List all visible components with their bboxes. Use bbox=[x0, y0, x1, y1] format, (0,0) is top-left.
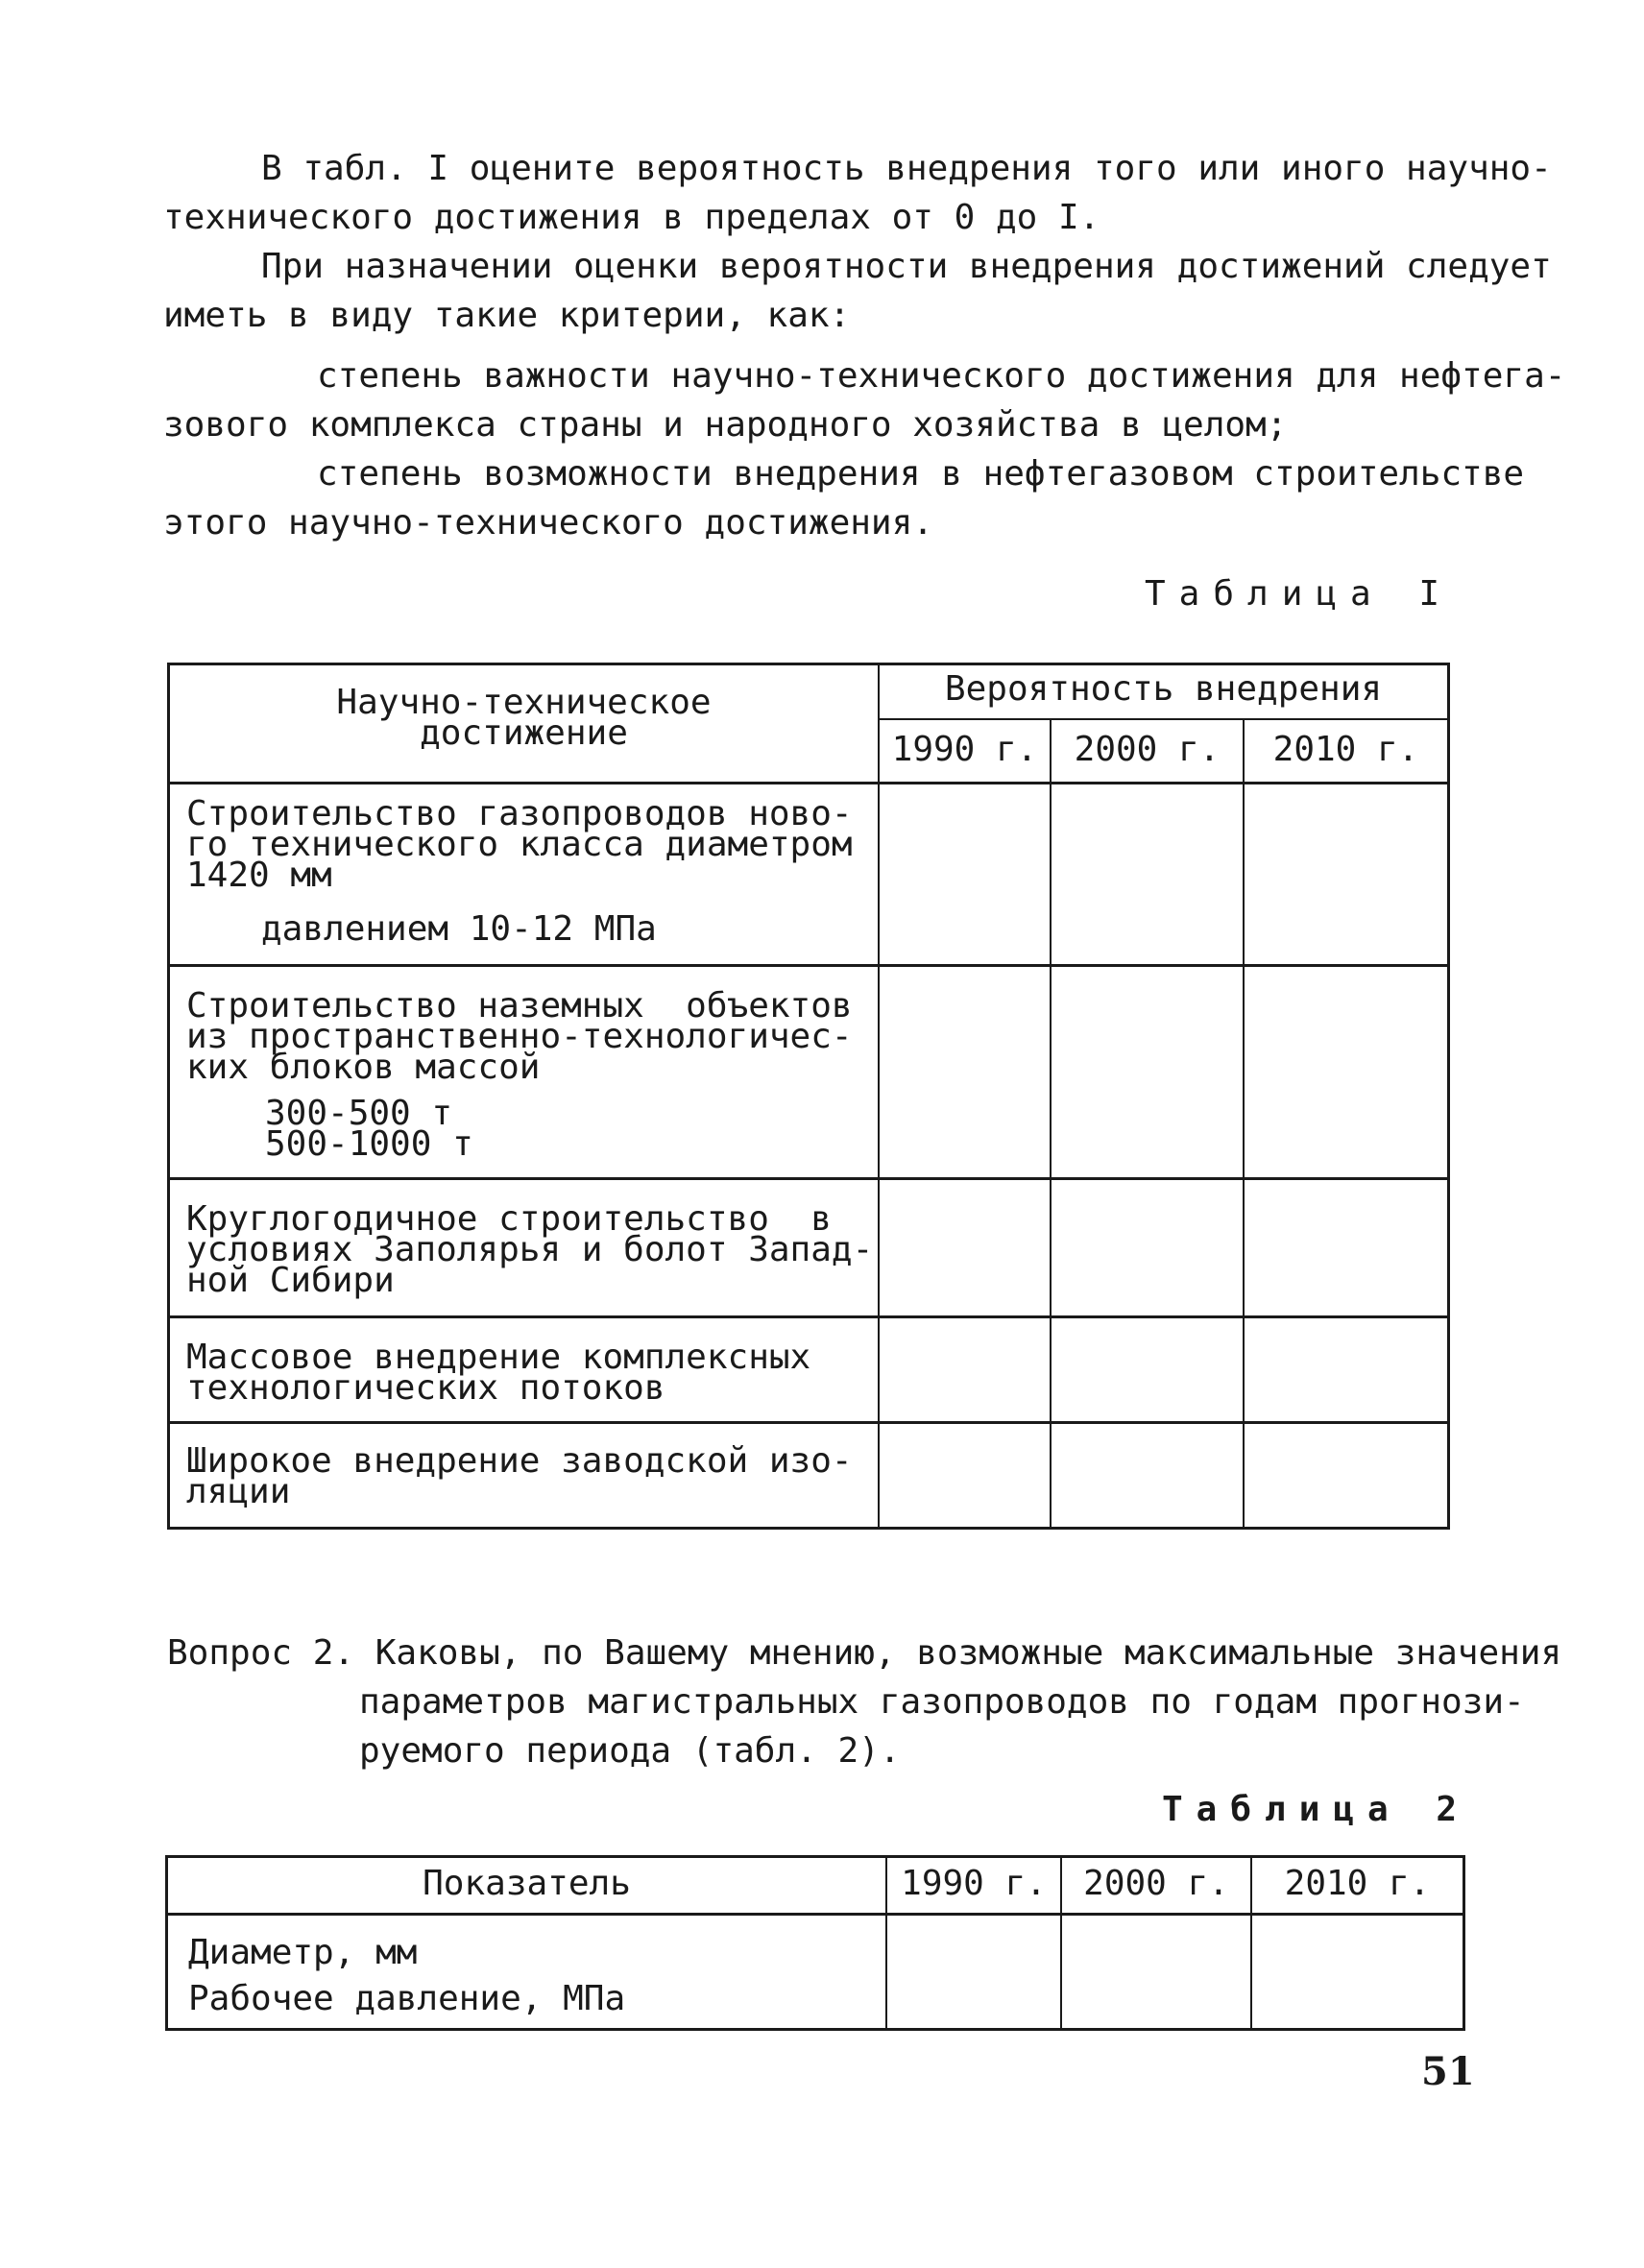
table2-head-year-2010: 2010 г. bbox=[1284, 1864, 1431, 1903]
table1-row3-line2: условиях Заполярья и болот Запад- bbox=[186, 1230, 874, 1269]
table1-head-achievement-1: Научно-техническое bbox=[336, 683, 712, 722]
page-number: 51 bbox=[1421, 2049, 1475, 2094]
intro-line-6: зового комплекса страны и народного хозяйства в целом; bbox=[163, 405, 1288, 445]
intro-line-7: степень возможности внедрения в нефтегазовом строительстве bbox=[317, 454, 1525, 494]
table2-head-indicator: Показатель bbox=[423, 1864, 631, 1903]
table1-row3-line1: Круглогодичное строительство в bbox=[186, 1199, 832, 1239]
table1-head-year-2010: 2010 г. bbox=[1272, 730, 1419, 769]
table1-row5-line1: Широкое внедрение заводской изо- bbox=[186, 1441, 853, 1481]
intro-line-1: В табл. I оцените вероятность внедрения того или иного научно- bbox=[261, 149, 1552, 188]
table1-col-rule-1 bbox=[878, 663, 880, 1530]
table2-row-pressure: Рабочее давление, МПа bbox=[188, 1979, 626, 2018]
table1-row5-line2: ляции bbox=[186, 1472, 291, 1511]
table2-right-border bbox=[1463, 1855, 1465, 2031]
table1-row1-line3: 1420 мм bbox=[186, 856, 332, 895]
intro-line-2: технического достижения в пределах от 0 до I. bbox=[163, 198, 1100, 237]
table1-col-rule-2 bbox=[1050, 718, 1052, 1530]
table2-top-border bbox=[165, 1855, 1465, 1858]
question2-line-3: руемого периода (табл. 2). bbox=[359, 1731, 901, 1771]
table1-col-rule-3 bbox=[1243, 718, 1245, 1530]
table1-row2-line5: 500-1000 т bbox=[265, 1124, 473, 1164]
table2-row-diameter: Диаметр, мм bbox=[188, 1933, 418, 1972]
question2-line-1: Вопрос 2. Каковы, по Вашему мнению, возможные максимальные значения bbox=[167, 1633, 1562, 1673]
table2-head-year-1990: 1990 г. bbox=[901, 1864, 1047, 1903]
table1-row-rule-4 bbox=[167, 1421, 1450, 1424]
table1-head-achievement-2: достижение bbox=[420, 713, 628, 753]
table1-row-rule-1 bbox=[167, 964, 1450, 967]
table1-left-border bbox=[167, 663, 170, 1530]
intro-line-3: При назначении оценки вероятности внедрения достижений следует bbox=[261, 247, 1552, 286]
table1-subheader-rule bbox=[878, 718, 1450, 720]
table1-row2-line3: ких блоков массой bbox=[186, 1048, 541, 1087]
table1-header-bottom bbox=[167, 782, 1450, 784]
table1-row-rule-2 bbox=[167, 1177, 1450, 1180]
table1-head-year-2000: 2000 г. bbox=[1074, 730, 1221, 769]
table1-row2-line1: Строительство наземных объектов bbox=[186, 986, 853, 1025]
table1-right-border bbox=[1447, 663, 1450, 1530]
table1-row1-line1: Строительство газопроводов ново- bbox=[186, 794, 853, 833]
intro-line-8: этого научно-технического достижения. bbox=[163, 503, 933, 543]
table1-caption: Таблица I bbox=[1145, 574, 1454, 614]
table1-row1-line4: давлением 10-12 МПа bbox=[261, 909, 657, 949]
intro-line-4: иметь в виду такие критерии, как: bbox=[163, 296, 851, 335]
table1-bottom-border bbox=[167, 1527, 1450, 1530]
table1-top-border bbox=[167, 663, 1450, 665]
table2-header-bottom bbox=[165, 1913, 1465, 1916]
table2-bottom-border bbox=[165, 2028, 1465, 2031]
table2-caption: Таблица 2 bbox=[1162, 1790, 1471, 1829]
table1-row3-line3: ной Сибири bbox=[186, 1261, 395, 1300]
table1-row2-line4: 300-500 т bbox=[265, 1094, 453, 1133]
table1-head-year-1990: 1990 г. bbox=[891, 730, 1038, 769]
table1-row1-line2: го технического класса диаметром bbox=[186, 825, 853, 864]
intro-line-5: степень важности научно-технического достижения для нефтега- bbox=[317, 356, 1566, 396]
table1-row2-line2: из пространственно-технологичес- bbox=[186, 1017, 853, 1056]
table1-head-probability: Вероятность внедрения bbox=[944, 669, 1383, 709]
question2-line-2: параметров магистральных газопроводов по годам прогнози- bbox=[359, 1682, 1525, 1722]
table1-row4-line2: технологических потоков bbox=[186, 1368, 665, 1408]
table1-row4-line1: Массовое внедрение комплексных bbox=[186, 1338, 811, 1377]
table2-head-year-2000: 2000 г. bbox=[1083, 1864, 1229, 1903]
table1-row-rule-3 bbox=[167, 1315, 1450, 1318]
